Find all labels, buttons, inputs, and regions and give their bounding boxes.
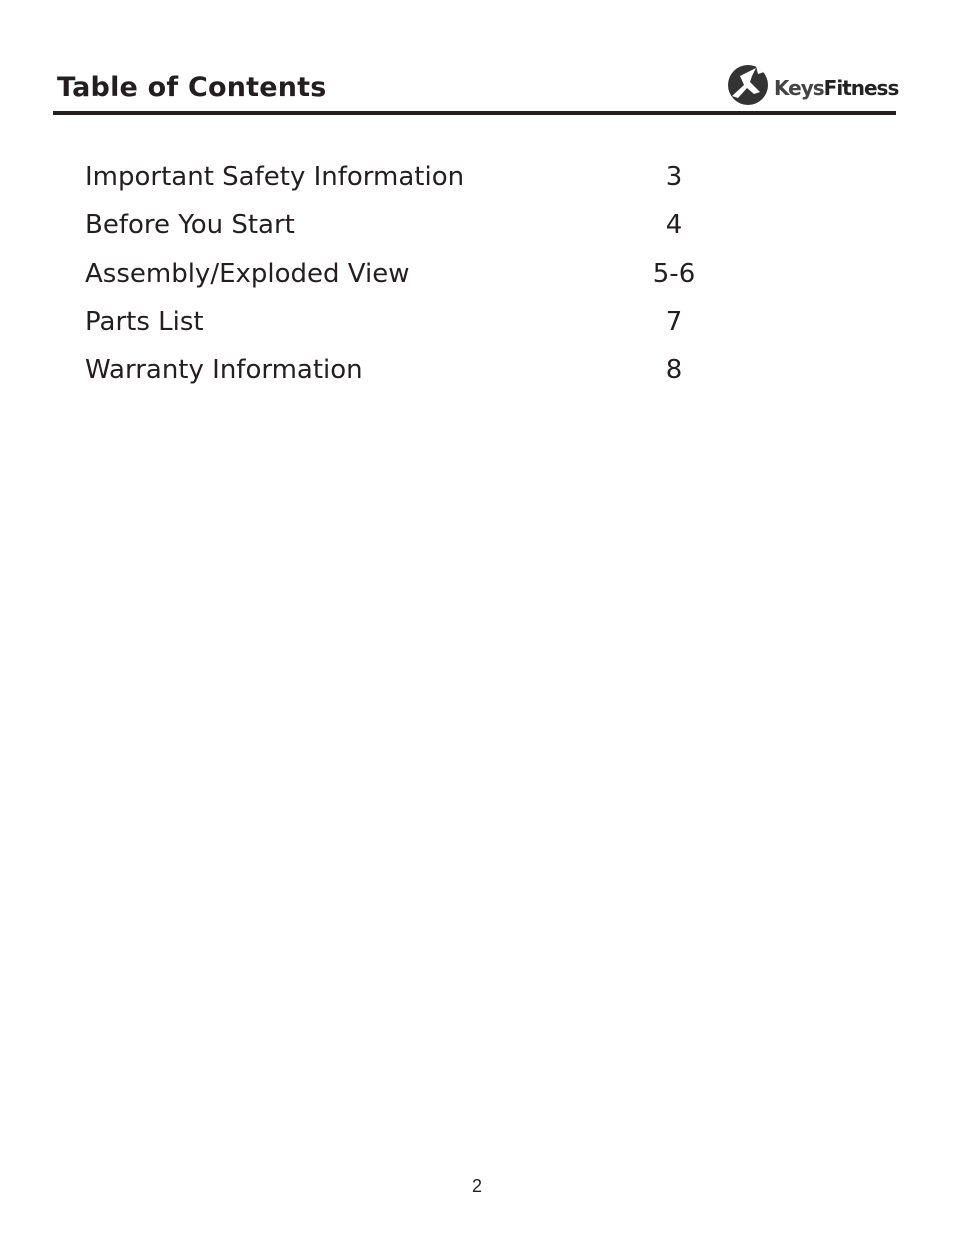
brand-logo [726, 62, 899, 108]
toc-entry-warranty[interactable] [85, 351, 725, 399]
toc-entry-safety[interactable] [85, 158, 725, 206]
table-of-contents [85, 158, 725, 399]
header-divider [53, 111, 896, 115]
toc-entry-label: Assembly/Exploded View [85, 258, 410, 289]
toc-entry-page: 4 [665, 210, 683, 241]
page-number: 2 [471, 1176, 482, 1196]
logo-text-keys: Keys [774, 76, 824, 100]
toc-entry-before-you-start[interactable] [85, 206, 725, 254]
toc-entry-page: 5-6 [652, 258, 696, 289]
toc-entry-label: Warranty Information [85, 355, 363, 386]
toc-entry-page: 3 [665, 162, 683, 192]
toc-entry-parts-list[interactable] [85, 303, 725, 351]
toc-entry-page: 8 [665, 355, 683, 386]
keys-fitness-runner-logo-icon [726, 62, 770, 108]
logo-wordmark [774, 76, 898, 100]
toc-entry-page: 7 [665, 306, 683, 337]
toc-entry-label: Before You Start [85, 210, 295, 241]
toc-entry-assembly[interactable] [85, 255, 725, 303]
page-title: Table of Contents [57, 72, 327, 103]
toc-entry-label: Parts List [85, 306, 204, 337]
toc-entry-label: Important Safety Information [85, 162, 465, 192]
logo-text-fitness: Fitness [823, 76, 899, 100]
